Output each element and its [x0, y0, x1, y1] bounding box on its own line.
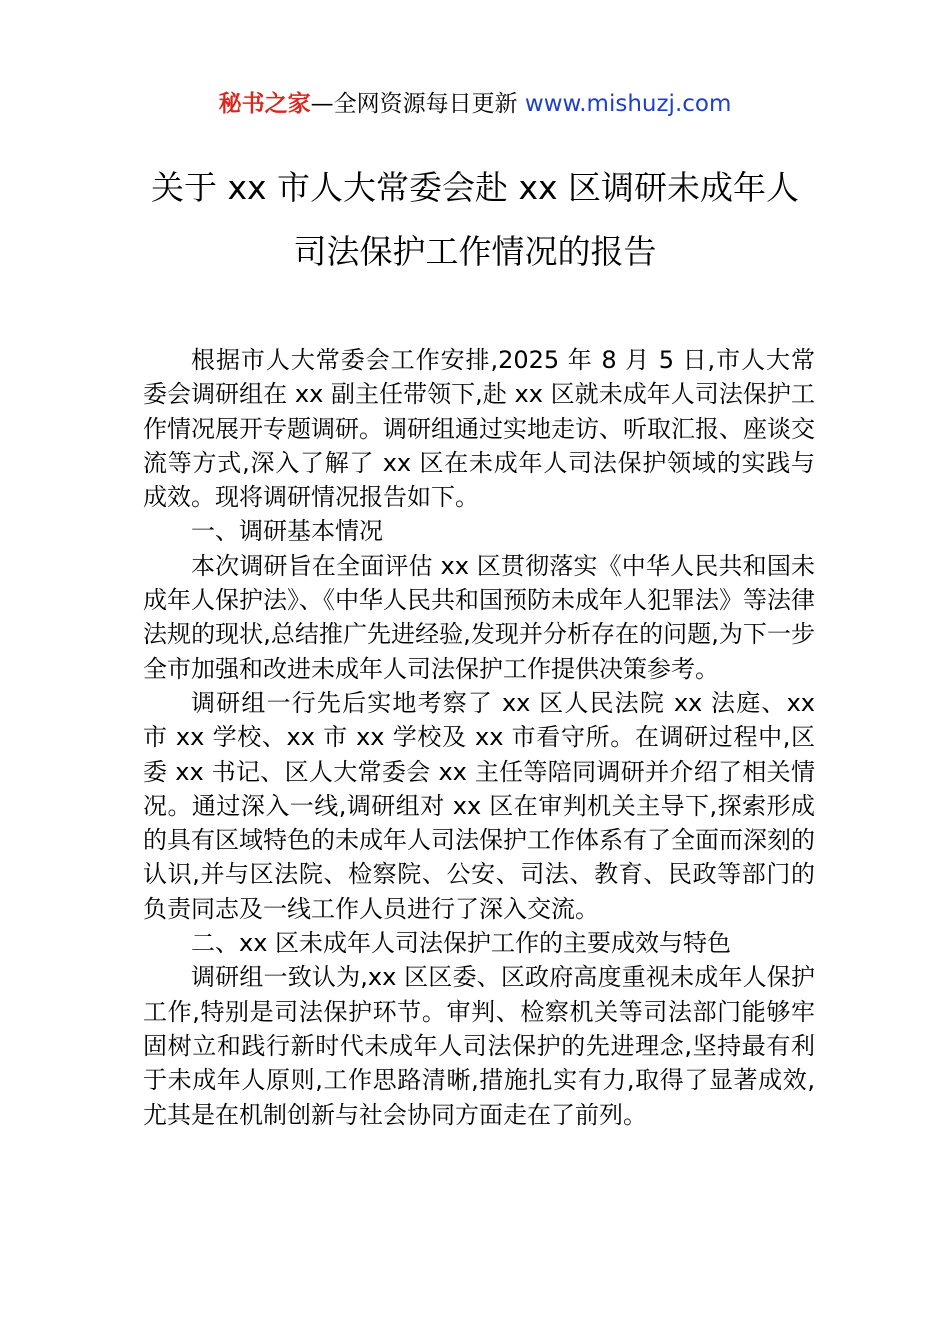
document-title [120, 156, 830, 284]
site-tagline: —全网资源每日更新 [310, 91, 525, 117]
title-line-2: 司法保护工作情况的报告 [293, 232, 657, 271]
paragraph-purpose: 本次调研旨在全面评估 xx 区贯彻落实《中华人民共和国未成年人保护法》、《中华人民共和国预防未成年人犯罪法》等法律法规的现状,总结推广先进经验,发现并分析存在的问题,为下一步全市加强和改进未成年人司法保护工作提供决策参考。 [143, 551, 815, 683]
document-body [143, 343, 815, 1132]
site-url-link[interactable]: www.mishuzj.com [524, 91, 732, 117]
section-heading-1: 一、调研基本情况 [191, 517, 383, 546]
title-line-1: 关于 xx 市人大常委会赴 xx 区调研未成年人 [150, 168, 800, 207]
paragraph-achievements: 调研组一致认为,xx 区区委、区政府高度重视未成年人保护工作,特别是司法保护环节。审判、检察机关等司法部门能够牢固树立和践行新时代未成年人司法保护的先进理念,坚持最有利于未成年人原则,工作思路清晰,措施扎实有力,取得了显著成效,尤其是在机制创新与社会协同方面走在了前列。 [143, 963, 815, 1129]
section-heading-2: 二、xx 区未成年人司法保护工作的主要成效与特色 [191, 929, 732, 958]
site-brand: 秘书之家 [218, 91, 311, 117]
paragraph-intro: 根据市人大常委会工作安排,2025 年 8 月 5 日,市人大常委会调研组在 xx 副主任带领下,赴 xx 区就未成年人司法保护工作情况展开专题调研。调研组通过实地走访、听取汇报、座谈交流等方式,深入了解了 xx 区在未成年人司法保护领域的实践与成效。现将调研情况报告如下。 [143, 346, 815, 512]
paragraph-visit: 调研组一行先后实地考察了 xx 区人民法院 xx 法庭、xx 市 xx 学校、xx 市 xx 学校及 xx 市看守所。在调研过程中,区委 xx 书记、区人大常委会 xx 主任等陪同调研并介绍了相关情况。通过深入一线,调研组对 xx 区在审判机关主导下,探索形成的具有区域特色的未成年人司法保护工作体系有了全面而深刻的认识,并与区法院、检察院、公安、司法、教育、民政等部门的负责同志及一线工作人员进行了深入交流。 [143, 688, 815, 923]
site-header [0, 88, 950, 120]
